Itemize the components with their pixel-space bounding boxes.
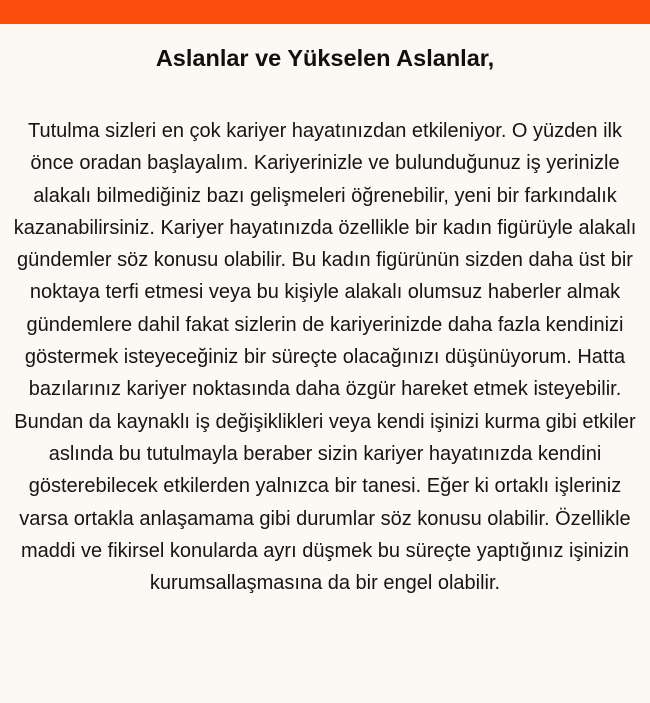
article-paragraph: Tutulma sizleri en çok kariyer hayatınızdan etkileniyor. O yüzden ilk önce oradan başlayalım. Kariyerinizle ve bulunduğunuz iş yerinizle alakalı bilmediğiniz bazı gelişmeleri öğrenebilir, yeni bir farkındalık kazanabilirsiniz. Kariyer hayatınızda özellikle bir kadın figürüyle alakalı gündemler söz konusu olabilir. Bu kadın figürünün sizden daha üst bir noktaya terfi etmesi veya bu kişiyle alakalı olumsuz haberler almak gündemlere dahil fakat sizlerin de kariyerinizde daha fazla kendinizi göstermek isteyeceğiniz bir süreçte olacağınızı düşünüyorum. Hatta bazılarınız kariyer noktasında daha özgür hareket etmek isteyebilir. Bundan da kaynaklı iş değişiklikleri veya kendi işinizi kurma gibi etkiler aslında bu tutulmayla beraber sizin kariyer hayatınızda kendini gösterebilecek etkilerden yalnızca bir tanesi. Eğer ki ortaklı işleriniz varsa ortakla anlaşamama gibi durumlar söz konusu olabilir. Özellikle maddi ve fikirsel konularda ayrı düşmek bu süreçte yaptığınız işinizin kurumsallaşmasına da bir engel olabilir.	[13, 120, 637, 595]
top-accent-bar	[0, 0, 650, 24]
section-heading: Aslanlar ve Yükselen Aslanlar,	[155, 45, 495, 71]
article-section	[0, 43, 650, 599]
